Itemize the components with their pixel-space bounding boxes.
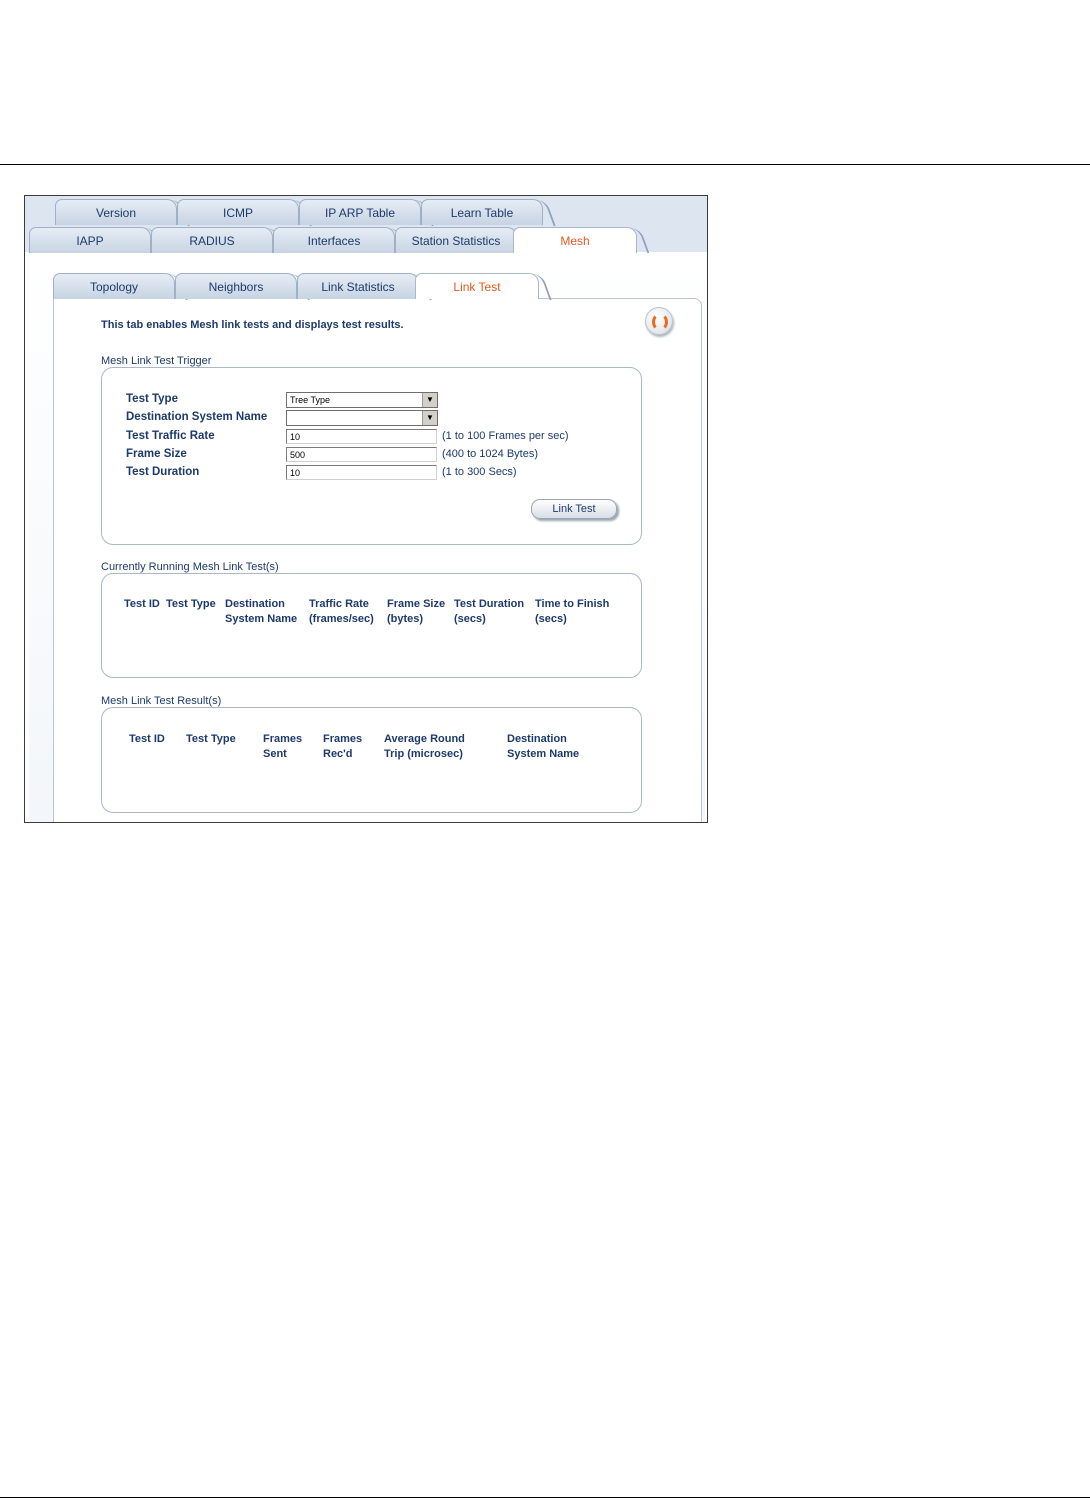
tab-mesh[interactable] (513, 227, 637, 253)
traffic-rate-label: Test Traffic Rate (126, 430, 215, 442)
tab-label: Interfaces (307, 234, 361, 248)
trigger-section (101, 367, 642, 545)
test-duration-hint: (1 to 300 Secs) (442, 466, 517, 478)
col-test-id: Test ID (124, 598, 160, 610)
tab-label: IP ARP Table (324, 206, 396, 220)
tab-label: Link Statistics (321, 280, 395, 294)
tab-label: Link Test (453, 280, 501, 294)
destination-label: Destination System Name (126, 411, 268, 423)
test-duration-input[interactable] (286, 465, 437, 480)
subtab-neighbors[interactable] (175, 273, 297, 299)
tab-label: IAPP (76, 234, 104, 248)
results-section (101, 707, 642, 813)
mesh-content (29, 253, 705, 822)
col-test-id: Test ID (129, 733, 165, 745)
tab-label: Neighbors (208, 280, 264, 294)
test-type-label: Test Type (126, 393, 178, 405)
screenshot-frame (24, 195, 708, 823)
subtab-row (53, 273, 703, 299)
frame-size-hint: (400 to 1024 Bytes) (442, 448, 539, 460)
tab-radius[interactable] (151, 227, 273, 253)
tab-label: Learn Table (450, 206, 514, 220)
refresh-icon (652, 313, 668, 331)
col-time-to-finish: Time to Finish (secs) (535, 598, 610, 625)
tab-interfaces[interactable] (273, 227, 395, 253)
tab-label: Topology (89, 280, 139, 294)
tab-iapp[interactable] (29, 227, 151, 253)
results-section-title: Mesh Link Test Result(s) (101, 695, 222, 707)
traffic-rate-hint: (1 to 100 Frames per sec) (442, 430, 569, 442)
col-traffic-rate: Traffic Rate (frames/sec) (309, 598, 374, 625)
chevron-down-icon: ▼ (422, 393, 437, 407)
tab-station-statistics[interactable] (395, 227, 517, 253)
page-top-rule (0, 164, 1090, 165)
tab-learn-table[interactable] (421, 199, 543, 225)
intro-text: This tab enables Mesh link tests and displays test results. (101, 319, 404, 331)
tab-label: ICMP (223, 206, 253, 220)
tab-ip-arp-table[interactable] (299, 199, 421, 225)
traffic-rate-input[interactable] (286, 429, 437, 444)
col-avg-round-trip: Average Round Trip (microsec) (384, 733, 465, 760)
page-bottom-rule (0, 1497, 1090, 1498)
chevron-down-icon: ▼ (422, 411, 437, 425)
tab-label: Mesh (560, 234, 590, 248)
tab-label: Version (95, 206, 137, 220)
tab-notch (624, 228, 649, 254)
subtab-link-test[interactable] (415, 273, 539, 299)
col-test-type: Test Type (166, 598, 216, 610)
trigger-section-title: Mesh Link Test Trigger (101, 355, 212, 367)
subtab-topology[interactable] (53, 273, 175, 299)
col-test-type: Test Type (186, 733, 236, 745)
link-test-panel (53, 298, 702, 823)
col-test-duration: Test Duration (secs) (454, 598, 525, 625)
tab-label: Station Statistics (411, 234, 501, 248)
running-section (101, 573, 642, 678)
subtab-link-statistics[interactable] (297, 273, 419, 299)
col-destination: Destination System Name (225, 598, 298, 625)
link-test-button[interactable]: Link Test (531, 499, 617, 519)
tab-row-primary (25, 199, 707, 225)
col-frames-recd: Frames Rec'd (323, 733, 363, 760)
tab-icmp[interactable] (177, 199, 299, 225)
tab-notch (526, 274, 551, 300)
tab-label: RADIUS (189, 234, 235, 248)
col-frames-sent: Frames Sent (263, 733, 303, 760)
col-frame-size: Frame Size (bytes) (387, 598, 446, 625)
tab-version[interactable] (55, 199, 177, 225)
test-duration-label: Test Duration (126, 466, 200, 478)
col-destination: Destination System Name (507, 733, 580, 760)
tab-row-secondary (25, 227, 707, 253)
destination-select[interactable] (286, 410, 438, 426)
refresh-button[interactable] (645, 307, 673, 335)
tab-notch (530, 200, 555, 226)
test-type-select[interactable] (286, 392, 438, 408)
frame-size-label: Frame Size (126, 448, 187, 460)
test-type-value: Tree Type (290, 395, 331, 405)
running-section-title: Currently Running Mesh Link Test(s) (101, 561, 279, 573)
frame-size-input[interactable] (286, 447, 437, 462)
